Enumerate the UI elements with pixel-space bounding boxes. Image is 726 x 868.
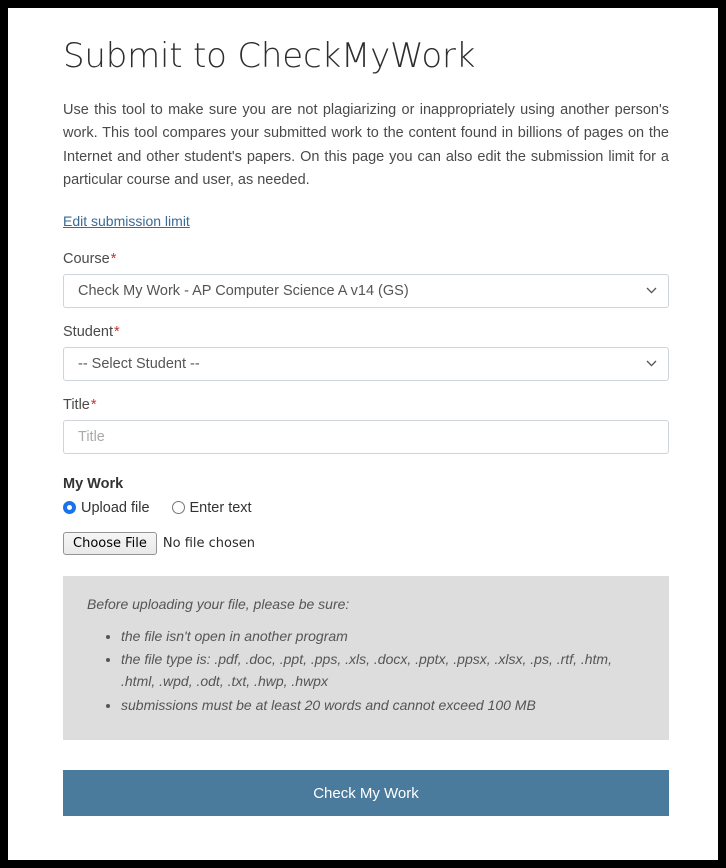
course-field-group [63,251,668,308]
student-required-asterisk: * [114,323,120,340]
course-label-text: Course [63,250,110,267]
student-label [63,324,668,340]
file-upload-row [63,532,668,555]
edit-submission-limit-link[interactable]: Edit submission limit [63,212,190,229]
choose-file-button[interactable]: Choose File [63,532,157,555]
page-frame [8,8,718,860]
course-required-asterisk: * [110,250,117,267]
radio-upload-file[interactable] [63,500,150,516]
student-label-text: Student [63,323,113,340]
radio-enter-text-label: Enter text [189,499,252,516]
student-field-group [63,324,668,381]
radio-enter-text[interactable] [172,500,252,516]
student-select[interactable] [63,347,669,381]
course-select-wrapper [63,274,669,308]
radio-upload-file-label: Upload file [81,499,150,516]
course-select-value: Check My Work - AP Computer Science A v14 (GS) [78,282,409,299]
title-label [63,397,668,413]
course-label [63,251,668,267]
radio-enter-text-indicator[interactable] [172,501,185,514]
title-label-text: Title [63,396,90,413]
notice-list [87,626,645,717]
notice-heading: Before uploading your file, please be sure: [87,595,350,612]
student-select-wrapper [63,347,669,381]
my-work-radio-group [63,500,668,516]
title-input[interactable] [63,420,669,454]
list-item: • the file isn't open in another program [121,626,645,648]
check-my-work-button[interactable]: Check My Work [63,770,669,816]
page-title: Submit to CheckMyWork [63,36,476,76]
title-required-asterisk: * [90,396,97,413]
file-status-text: No file chosen [162,535,255,551]
list-item: • submissions must be at least 20 words and cannot exceed 100 MB [121,695,645,717]
my-work-label: My Work [63,475,124,492]
list-item: • the file type is: .pdf, .doc, .ppt, .pps, .xls, .docx, .pptx, .ppsx, .xlsx, .ps, .rtf, .htm, .html, .wpd, .odt, .txt, .hwp, .hwpx [121,649,645,692]
title-field-group [63,397,668,454]
course-select[interactable] [63,274,669,308]
radio-upload-file-indicator[interactable] [63,501,76,514]
student-select-value: -- Select Student -- [78,355,200,372]
page-content [8,8,718,816]
intro-paragraph: Use this tool to make sure you are not plagiarizing or inappropriately using another person's work. This tool compares your submitted work to the content found in billions of pages on the Internet and other student's papers. On this page you can also edit the submission limit for a particular course and user, as needed. [63,101,669,189]
upload-notice-box [63,576,669,741]
